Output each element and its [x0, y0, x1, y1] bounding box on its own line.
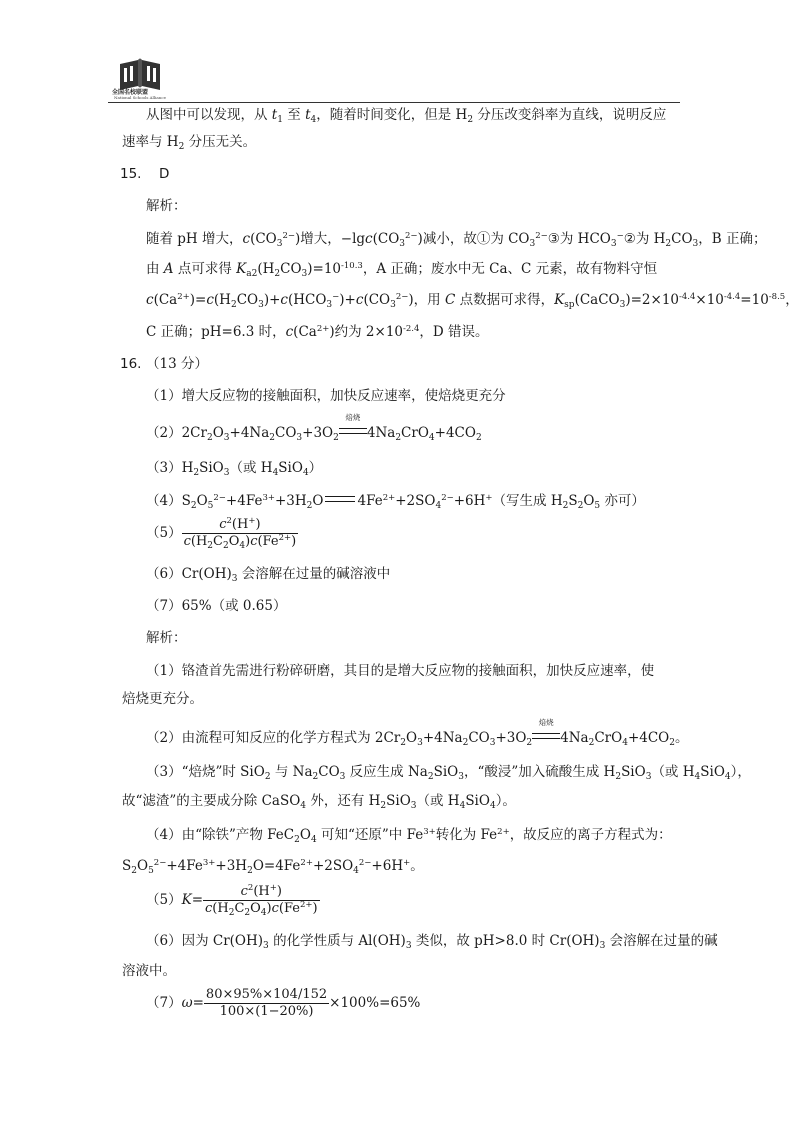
q15-analysis-line-2: 由 A 点可求得 $K_{a2}(H_2CO_3)=10^{-10.3}$，A 正确；废水中无 Ca、C 元素，故有物料守恒	[146, 261, 658, 279]
q16-exp-5: （5）K= $\frac{c^2(H^+)}{c(H_2C_2O_4)c(Fe^{2+})}$	[146, 883, 318, 918]
q16-score: （13 分）	[146, 356, 208, 372]
q16-exp-4a: （4）由“除铁”产物 $FeC_2O_4$ 可知“还原”中 $Fe^{3+}$转化为 $Fe^{2+}$，故反应的离子方程式为：	[146, 827, 672, 845]
q15-analysis-line-4: C 正确；pH=6.3 时，$c(Ca^{2+})$约为 $2\times 10^{-2.4}$，D 错误。	[146, 324, 489, 340]
q15-number: 15.	[120, 166, 142, 182]
q14-line-2: 速率与 $H_2$ 分压无关。	[122, 134, 257, 152]
q16-exp-3b: 故“滤渣”的主要成分除 CaSO$_4$ 外，还有 $H_2SiO_3$（或 $H_4SiO_4$）。	[122, 793, 516, 811]
q14-line-1: 从图中可以发现，从 $t_1$ 至 $t_4$，随着时间变化，但是 $H_2$ 分压改变斜率为直线，说明反应	[146, 107, 667, 125]
header-divider	[108, 102, 680, 103]
q16-answer-5: （5） $\frac{c^2(H^+)}{c(H_2C_2O_4)c(Fe^{2+})}$	[146, 516, 297, 551]
q16-exp-6b: 溶液中。	[122, 963, 176, 979]
q16-exp-3a: （3）“焙烧”时 SiO$_2$ 与 $Na_2CO_3$ 反应生成 $Na_2SiO_3$，“酸浸”加入硫酸生成 $H_2SiO_3$（或 $H_4SiO_4$），	[146, 764, 751, 782]
q16-exp-1a: （1）铬渣首先需进行粉碎研磨，其目的是增大反应物的接触面积，加快反应速率，使	[146, 663, 655, 679]
condition-label-2: 焙烧	[538, 718, 554, 727]
q16-answer-7: （7）65%（或 0.65）	[146, 598, 287, 614]
q16-answer-2: $(2)2Cr_2O_3+4Na_2CO_3+3O_2$ 焙烧 $4Na_2CrO_4+4CO_2$	[146, 413, 482, 443]
logo-chinese-text: 全国名校联盟	[112, 89, 149, 96]
logo-english-text: National Schools Alliance	[114, 95, 166, 100]
q16-exp-4b: $S_2O_5^{2-}+4Fe^{3+}+3H_2O=4Fe^{2+}+2SO_4^{2-}+6H^+$。	[122, 858, 424, 876]
q16-answer-1: （1）增大反应物的接触面积，加快反应速率，使焙烧更充分	[146, 388, 506, 404]
q16-answer-3: $(3)H_2SiO_3$（或 $H_4SiO_4$）	[146, 460, 323, 478]
q15-analysis-line-3: $c(Ca^{2+})=c(H_2CO_3)+c(HCO_3^-)+c(CO_3^{2-})$，用 C 点数据可求得，$K_{sp}(CaCO_3)=2\times 10^{-4.4}\times 10^{-4.4}=10^{-8.5}$，	[146, 292, 799, 310]
q15-analysis-line-1: 随着 pH 增大，$c(CO_3^{2-})$增大，$-\lg c(CO_3^{2-})$减小，故①为 $CO_3^{2-}③$为 $HCO_3^-②$为 $H_2CO_3$，B 正确；	[146, 231, 767, 249]
q15-analysis-label: 解析：	[146, 198, 187, 214]
q16-exp-6a: （6）因为 $Cr(OH)_3$ 的化学性质与 $Al(OH)_3$ 类似，故 pH>8.0 时 $Cr(OH)_3$ 会溶解在过量的碱	[146, 933, 718, 951]
q15-answer: D	[159, 166, 170, 182]
condition-label: 焙烧	[345, 413, 361, 422]
q16-answer-6: $(6)Cr(OH)_3$ 会溶解在过量的碱溶液中	[146, 566, 391, 584]
q16-exp-1b: 焙烧更充分。	[122, 691, 203, 707]
q16-answer-4: $(4)S_2O_5^{2-}+4Fe^{3+}+3H_2O$ $4Fe^{2+}+2SO_4^{2-}+6H^+$（写生成 $H_2S_2O_5$ 亦可）	[146, 493, 645, 511]
q16-analysis-label: 解析：	[146, 630, 187, 646]
q16-exp-2: （2）由流程可知反应的化学方程式为 $2Cr_2O_3+4Na_2CO_3+3O_2$ 焙烧 $4Na_2CrO_4+4CO_2$。	[146, 718, 689, 748]
q16-exp-7: （7）ω= $\frac{80\times 95\%\times 104/152}{100\times(1-20\%)}$ ×100%=65%	[146, 987, 421, 1019]
q16-number: 16.	[120, 356, 142, 372]
